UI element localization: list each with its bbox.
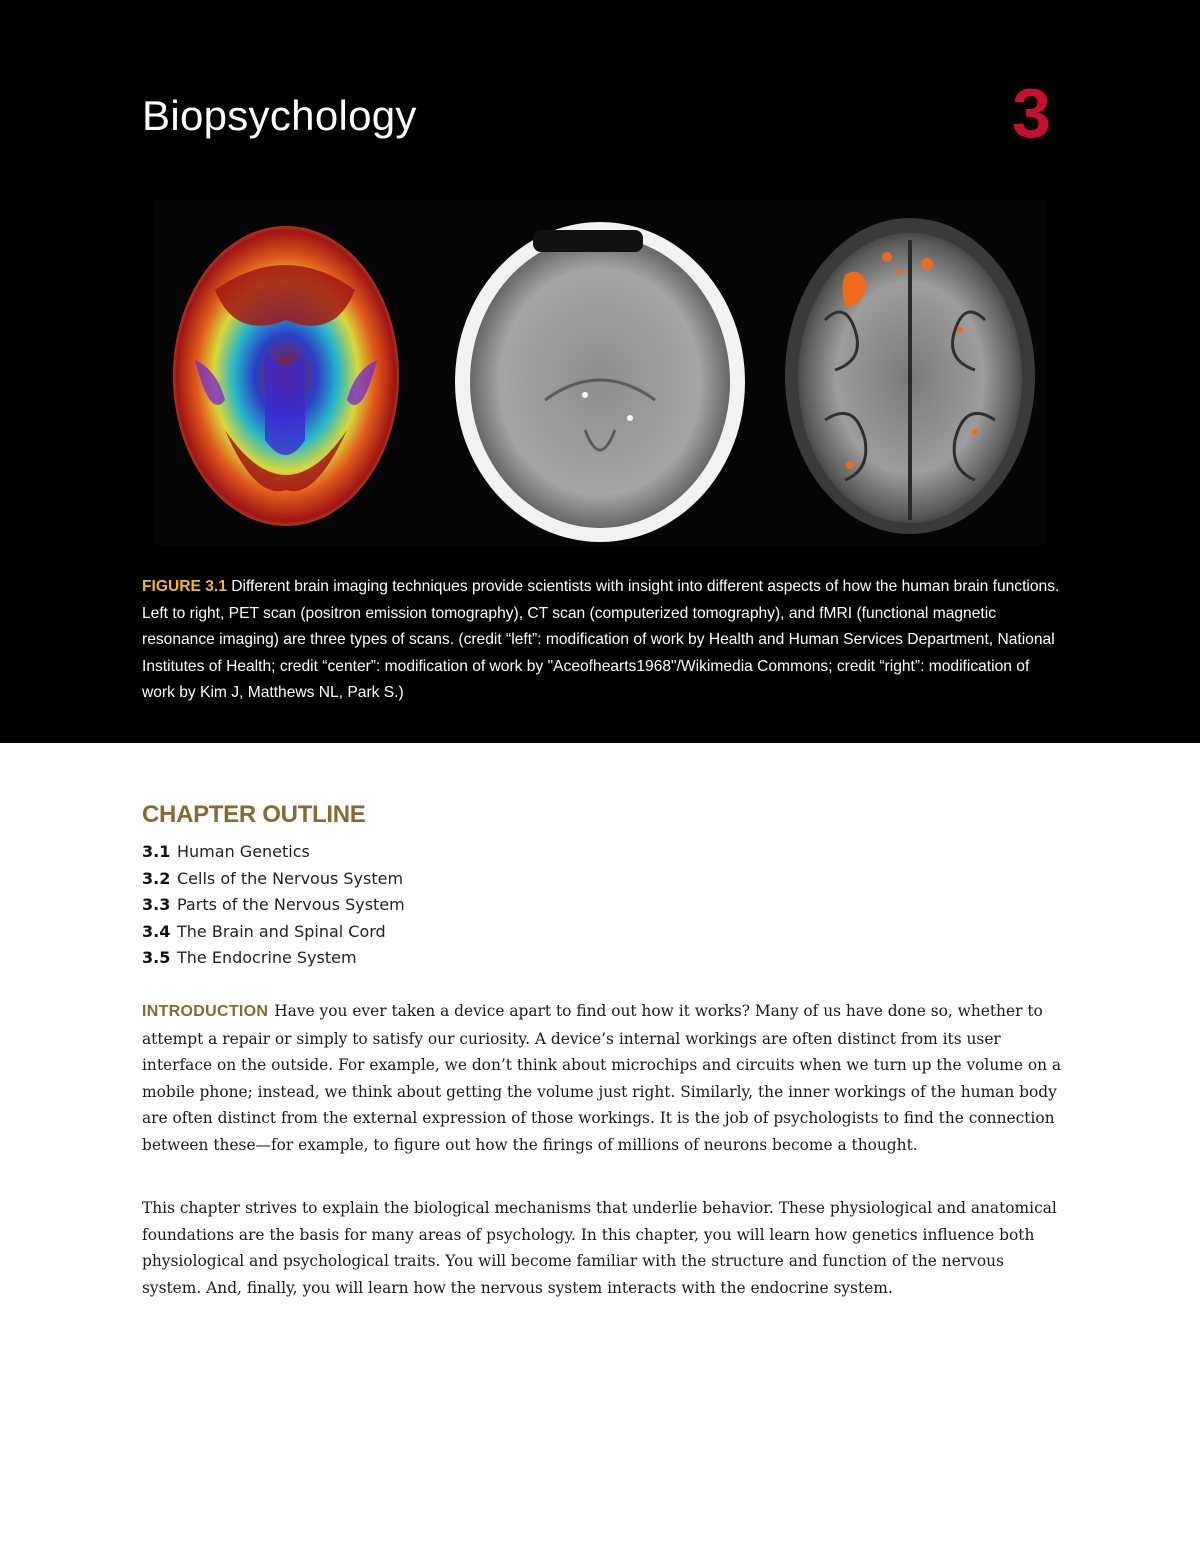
outline-item-number: 3.2	[142, 868, 171, 888]
outline-item[interactable]	[142, 945, 405, 972]
chapter-outline-heading: CHAPTER OUTLINE	[142, 801, 366, 828]
fmri-scan-image	[785, 218, 1035, 534]
pet-scan-image	[173, 226, 399, 526]
chapter-title: Biopsychology	[142, 92, 417, 139]
outline-item-label: The Brain and Spinal Cord	[177, 921, 386, 941]
outline-item-label: Cells of the Nervous System	[177, 868, 404, 888]
outline-item-number: 3.4	[142, 921, 171, 941]
chapter-outline-list	[142, 839, 405, 972]
outline-item-number: 3.5	[142, 948, 171, 967]
outline-item[interactable]	[142, 839, 405, 866]
figure-caption-text: Different brain imaging techniques provide scientists with insight into different aspects of how the human brain functions. Left to right, PET scan (positron emission tomography), CT scan (computerized tomography), and fMRI (functional magnetic resonance imaging) are three types of scans. (credit “left”: modification of work by Health and Human Services Department, National Institutes of Health; credit “center”: modification of work by "Aceofhearts1968"/Wikimedia Commons; credit “right”: modification of work by Kim J, Matthews NL, Park S.)	[142, 578, 1060, 701]
figure-label: FIGURE 3.1	[142, 578, 227, 595]
chapter-header	[0, 0, 1200, 743]
outline-item-number: 3.3	[142, 895, 171, 914]
figure-caption	[142, 574, 1062, 707]
outline-item[interactable]	[142, 866, 405, 893]
outline-item-label: Parts of the Nervous System	[177, 895, 405, 914]
outline-item-label: Human Genetics	[177, 842, 310, 861]
ct-scan-image	[455, 222, 745, 542]
introduction-text: Have you ever taken a device apart to find out how it works? Many of us have done so, whether to attempt a repair or simply to satisfy our curiosity. A device’s internal workings are often distinct from its user interface on the outside. For example, we don’t think about microchips and circuits when we turn up the volume on a mobile phone; instead, we think about getting the volume just right. Similarly, the inner workings of the human body are often distinct from the external expression of those workings. It is the job of psychologists to find the connection between these—for example, to figure out how the firings of millions of neurons become a thought.	[142, 1002, 1062, 1154]
body-paragraph: This chapter strives to explain the biological mechanisms that underlie behavior. These physiological and anatomical foundations are the basis for many areas of psychology. In this chapter, you will learn how genetics influence both physiological and psychological traits. You will become familiar with the structure and function of the nervous system. And, finally, you will learn how the nervous system interacts with the endocrine system.	[142, 1199, 1057, 1297]
outline-item-label: The Endocrine System	[177, 948, 357, 967]
brain-scans-figure	[155, 200, 1045, 546]
outline-item[interactable]	[142, 919, 405, 946]
outline-item[interactable]	[142, 892, 405, 919]
chapter-number: 3	[1012, 74, 1051, 152]
outline-item-number: 3.1	[142, 842, 171, 861]
introduction-paragraph	[142, 998, 1062, 1159]
introduction-label: INTRODUCTION	[142, 1003, 269, 1020]
